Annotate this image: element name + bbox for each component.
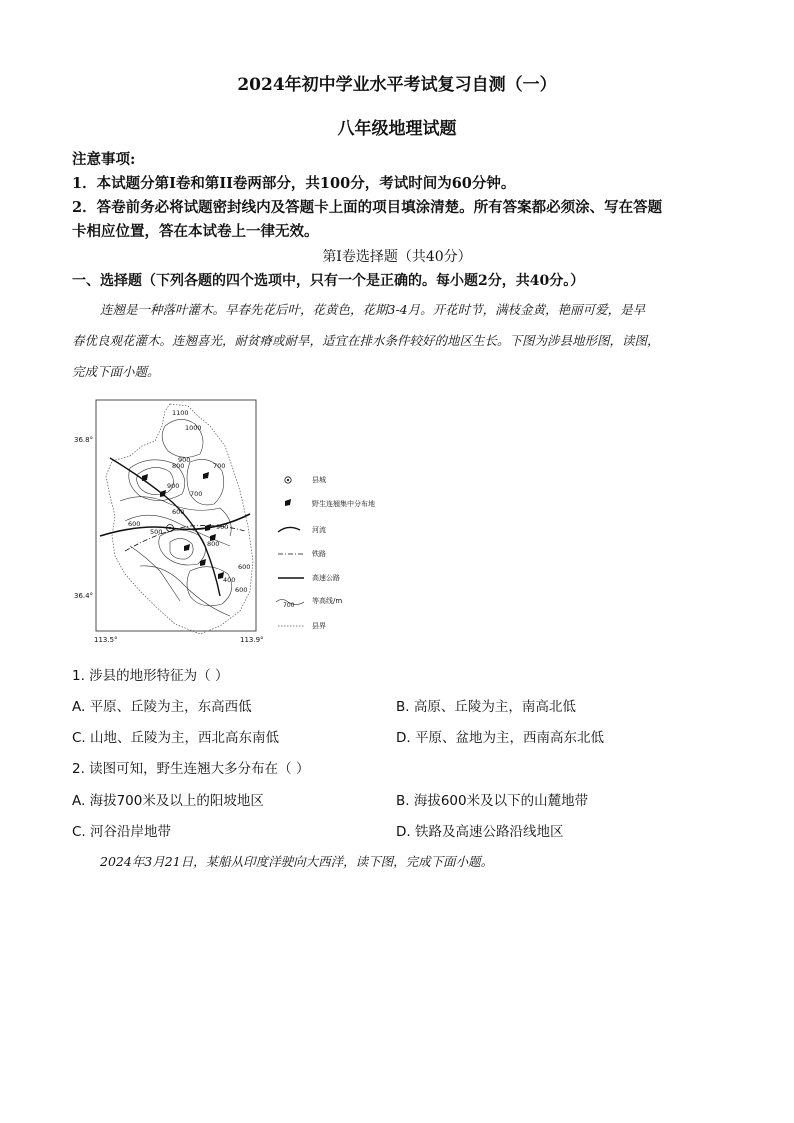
notice-item-2-line-1: 2．答卷前务必将试题密封线内及答题卡上面的项目填涂清楚。所有答案都必须涂、写在答题: [72, 199, 663, 216]
map-legend: [276, 475, 375, 630]
contour-label: 800: [207, 540, 220, 548]
contour-label: 400: [223, 576, 236, 584]
legend-label: 等高线/m: [312, 597, 343, 605]
contour-label: 600: [235, 586, 248, 594]
question-1-option-a[interactable]: A. 平原、丘陵为主，东高西低: [72, 699, 252, 715]
contour-lines: [120, 419, 232, 616]
lon-label-right: 113.9°: [240, 636, 264, 644]
contour-label: 800: [172, 462, 185, 470]
passage-1-line-3: 完成下面小题。: [72, 364, 160, 379]
shexian-topographic-map: [70, 396, 400, 648]
lat-label-bottom: 36.4°: [74, 592, 94, 600]
lat-label-top: 36.8°: [74, 436, 94, 444]
contour-label: 600: [238, 563, 251, 571]
question-2-stem: 2. 读图可知，野生连翘大多分布在（ ）: [72, 761, 310, 777]
legend-label: 野生连翘集中分布地: [312, 500, 375, 508]
question-2-option-c[interactable]: C. 河谷沿岸地带: [72, 824, 172, 840]
passage-1-line-1: 连翘是一种落叶灌木。早春先花后叶，花黄色，花期3-4月。开花时节，满枝金黄，艳丽可爱，是早: [100, 302, 646, 317]
contour-label: 700: [190, 490, 203, 498]
section-heading: 一、选择题（下列各题的四个选项中，只有一个是正确的。每小题2分，共40分。）: [72, 273, 585, 289]
part-1-heading: 第Ⅰ卷选择题（共40分）: [322, 249, 472, 265]
passage-2-line-1: 2024年3月21日，某船从印度洋驶向大西洋，读下图，完成下面小题。: [100, 854, 494, 869]
contour-label: 600: [128, 520, 141, 528]
contour-label: 900: [216, 523, 229, 531]
legend-label: 高速公路: [312, 574, 340, 582]
legend-contour-value: 700: [283, 602, 295, 609]
legend-label: 铁路: [312, 550, 326, 558]
notice-item-2-line-2: 卡相应位置，答在本试卷上一律无效。: [72, 223, 319, 240]
exam-title: 2024年初中学业水平考试复习自测（一）: [237, 75, 557, 95]
question-2-option-a[interactable]: A. 海拔700米及以上的阳坡地区: [72, 793, 264, 809]
legend-label: 县界: [312, 622, 326, 630]
notice-item-1: 1．本试题分第Ⅰ卷和第II卷两部分，共100分，考试时间为60分钟。: [72, 175, 516, 192]
contour-label: 900: [178, 456, 191, 464]
question-2-option-b[interactable]: B. 海拔600米及以下的山麓地带: [396, 793, 589, 809]
contour-label: 1000: [185, 424, 202, 432]
question-1-option-c[interactable]: C. 山地、丘陵为主，西北高东南低: [72, 730, 280, 746]
question-1-stem: 1. 涉县的地形特征为（ ）: [72, 668, 229, 684]
legend-label: 县城: [312, 476, 326, 484]
question-2-option-d[interactable]: D. 铁路及高速公路沿线地区: [396, 824, 564, 840]
contour-label: 500: [150, 528, 163, 536]
river-icon: [278, 527, 300, 532]
contour-label: 900: [167, 482, 180, 490]
question-1-option-d[interactable]: D. 平原、盆地为主，西南高东北低: [396, 730, 604, 746]
exam-subtitle: 八年级地理试题: [337, 119, 457, 139]
county-boundary: [106, 404, 253, 634]
notice-heading: 注意事项:: [72, 151, 136, 168]
legend-label: 河流: [312, 526, 326, 534]
contour-label: 1100: [172, 409, 189, 417]
forsythia-flag-icon: [285, 499, 291, 506]
contour-label: 700: [213, 462, 226, 470]
passage-1-line-2: 春优良观花灌木。连翘喜光，耐贫瘠或耐旱，适宜在排水条件较好的地区生长。下图为涉县地形图，读图，: [72, 333, 660, 348]
lon-label-left: 113.5°: [94, 636, 118, 644]
question-1-option-b[interactable]: B. 高原、丘陵为主，南高北低: [396, 699, 576, 715]
contour-label: 600: [172, 508, 185, 516]
